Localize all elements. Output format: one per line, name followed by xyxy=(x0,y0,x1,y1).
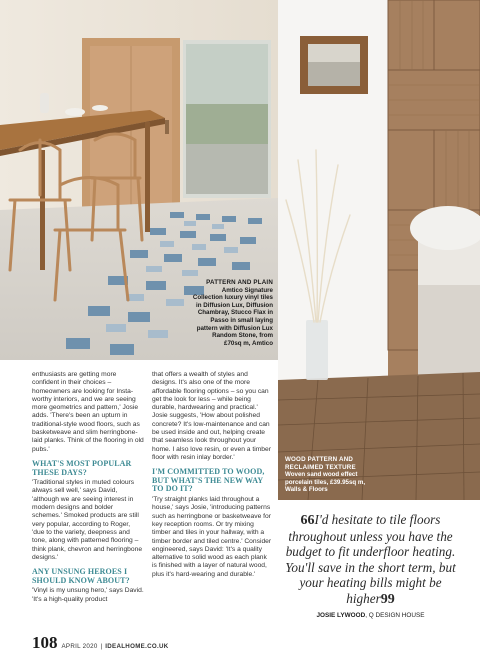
left-caption-line: £70sq m, Amtico xyxy=(224,339,273,347)
section-heading: I'M COMMITTED TO WOOD, BUT WHAT'S THE NEW WAY TO DO IT? xyxy=(152,467,265,494)
left-caption-line: Amtico Signature xyxy=(221,286,273,294)
pull-quote-attribution xyxy=(283,612,458,619)
body-paragraph: 'Try straight planks laid throughout a house,' says Josie, 'introducing patterns such as herringbone or basketweave for key reception rooms. Or try mixing timber and tiles in your hallway, with a timber border and tiled centre.' Consider engineered, says David: 'It's a quality alternative to solid wood as each plank is finished with a layer of natural wood, plus it's hard-wearing and durable.' xyxy=(152,496,272,578)
body-paragraph: that offers a wealth of styles and designs. It's also one of the more affordable flooring options – so you can get the look for less – while being durable, hardwearing and practical.' Josie suggests, 'How about polished concrete? It's low-maintenance and can be used inside and out, helping create that seamless look throughout your home. I also love resin, or even a timber floor with resin inlay border.' xyxy=(152,371,271,461)
body-paragraph: 'Vinyl is my unsung hero,' says David. 'It's a high-quality product xyxy=(32,587,144,603)
footer-separator: | xyxy=(100,643,103,650)
body-paragraph: 'Traditional styles in muted colours always sell well,' says David, 'although we are seeing interest in modern designs and bolder schemes.' Smoked products are still very popular, according to Roger, 'due to the variety, deepness and tone, along with patterned flooring – think plank, chevron and herringbone designs.' xyxy=(32,479,143,561)
close-quote-mark: 99 xyxy=(380,591,395,607)
pull-quote-body: I'd hesitate to tile floors throughout unless you have the budget to fit underfloor heating. You'll save in the short term, but your heating bills might be higher xyxy=(285,512,456,606)
right-caption-line: Walls & Floors xyxy=(285,486,328,494)
left-caption-line: Collection luxury vinyl tiles xyxy=(192,294,273,302)
right-caption-heading: WOOD PATTERN AND xyxy=(285,456,354,463)
left-caption-line: Chambray, Stucco Flax in xyxy=(197,309,273,317)
article-column-2 xyxy=(152,371,272,579)
right-caption-heading: RECLAIMED TEXTURE xyxy=(285,463,356,471)
wood-tile-bedroom-photo xyxy=(278,0,480,500)
section-heading: WHAT'S MOST POPULAR THESE DAYS? xyxy=(32,458,132,477)
quote-author: JOSIE LYWOOD xyxy=(316,611,366,619)
right-caption-line: porcelain tiles, £39.95sq m, xyxy=(285,478,366,486)
open-quote-mark: 66 xyxy=(300,513,315,528)
left-caption-line: Passo in small laying xyxy=(210,316,273,324)
left-photo-caption xyxy=(148,279,273,347)
article-column-1 xyxy=(32,371,144,604)
page-footer xyxy=(32,633,169,653)
left-caption-line: in Diffusion Lux, Diffusion xyxy=(196,301,273,309)
pull-quote xyxy=(283,512,458,619)
page-number: 108 xyxy=(32,633,58,652)
body-paragraph: enthusiasts are getting more confident in their choices – homeowners are looking for Insta-worthy interiors, and we are seeing more geometrics and pattern,' Josie adds. 'There's been an upturn in traditional-style wood floors, such as basketweave and slim herringbone-laid planks. Think of the flooring in old pubs.' xyxy=(32,371,144,453)
right-photo-caption xyxy=(285,456,395,494)
right-caption-line: Woven sand wood effect xyxy=(285,471,358,479)
issue-date: APRIL 2020 xyxy=(61,643,98,650)
left-caption-line: Random Stone, from xyxy=(212,332,273,340)
left-caption-line: pattern with Diffusion Lux xyxy=(196,324,273,332)
website-name: IDEALHOME.CO.UK xyxy=(105,643,169,650)
quote-affiliation: , Q DESIGN HOUSE xyxy=(365,611,425,619)
pull-quote-text xyxy=(283,512,458,608)
section-heading: ANY UNSUNG HEROES I SHOULD KNOW ABOUT? xyxy=(32,567,130,585)
left-caption-heading: PATTERN AND PLAIN xyxy=(206,279,273,286)
